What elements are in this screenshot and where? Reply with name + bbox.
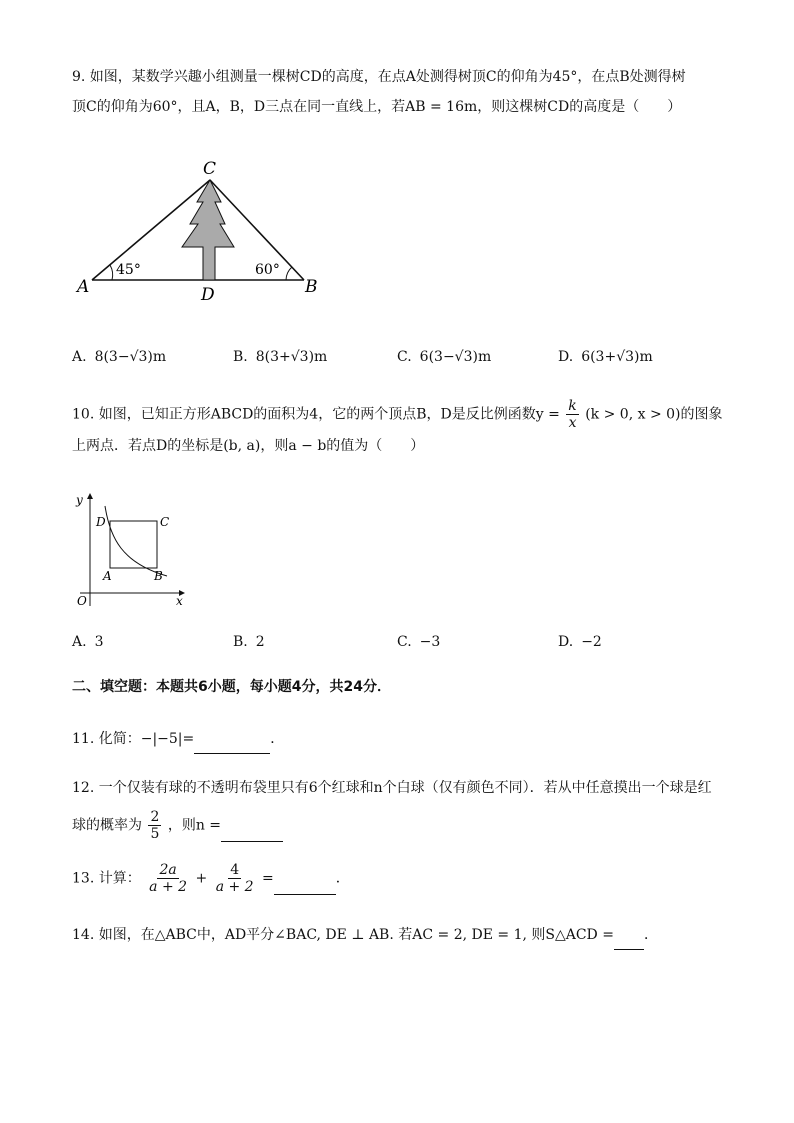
q10-square — [110, 521, 157, 568]
question-13: 13. 计算： $\frac{2a}{a + 2}$ + $\frac{4}{a + 2}$ = ． — [72, 862, 350, 895]
q10-label-c: C — [160, 515, 170, 529]
q9-angle-a: 45° — [116, 262, 141, 278]
q9-angle-a-arc — [110, 265, 113, 280]
q9-figure — [72, 152, 332, 308]
q10-option-c[interactable]: C. −3 — [397, 634, 441, 650]
q13-answer-blank[interactable] — [274, 878, 336, 895]
q12-answer-blank[interactable] — [221, 825, 283, 842]
q14-answer-blank[interactable] — [614, 933, 644, 950]
q9-option-b[interactable]: B. 8(3+√3)m — [233, 349, 328, 365]
q9-side-ac — [92, 180, 210, 280]
q12-line2: 球的概率为 $\frac{2}{5}$ ，则n = — [72, 809, 732, 842]
q10-label-a: A — [103, 569, 112, 583]
q10-label-o: O — [77, 594, 87, 608]
q9-option-c[interactable]: C. 6(3−√3)m — [397, 349, 492, 365]
q9-label-b: B — [305, 277, 318, 297]
q9-option-d[interactable]: D. 6(3+√3)m — [558, 349, 653, 365]
q10-label-d: D — [96, 515, 106, 529]
q9-angle-b: 60° — [255, 262, 280, 278]
question-14: 14. 如图，在△ABC中，AD平分∠BAC, DE ⊥ AB. 若AC = 2, DE = 1, 则S△ACD = ． — [72, 920, 732, 950]
q9-label-d: D — [201, 285, 215, 305]
question-12 — [72, 773, 732, 842]
q9-tree — [182, 180, 234, 280]
q9-option-a[interactable]: A. 8(3−√3)m — [72, 349, 167, 365]
q10-option-d[interactable]: D. −2 — [558, 634, 602, 650]
q13-fraction-1: $\frac{2a}{a + 2}$ — [149, 862, 188, 895]
q10-label-b: B — [154, 569, 163, 583]
q12-line1: 12. 一个仅装有球的不透明布袋里只有6个红球和n个白球（仅有颜色不同）．若从中任意摸出一个球是红 — [72, 780, 712, 796]
question-10 — [72, 398, 732, 461]
q10-option-a[interactable]: A. 3 — [72, 634, 104, 650]
q9-label-c: C — [203, 159, 217, 179]
q10-label-x: x — [176, 594, 183, 608]
q10-option-b[interactable]: B. 2 — [233, 634, 265, 650]
q10-curve — [105, 506, 170, 576]
q9-line2: 顶C的仰角为60°，且A，B，D三点在同一直线上，若AB = 16m，则这棵树CD的高度是（ ） — [72, 99, 682, 115]
q10-function-fraction: $\frac{k}{x}$ — [568, 398, 577, 431]
question-11: 11. 化简：−|−5|= ． — [72, 724, 732, 754]
q11-answer-blank[interactable] — [194, 737, 270, 754]
q9-angle-b-arc — [286, 267, 292, 280]
q9-label-a: A — [77, 277, 90, 297]
q10-label-y: y — [76, 493, 83, 507]
question-9 — [72, 62, 732, 122]
q10-line1: 10. 如图，已知正方形ABCD的面积为4，它的两个顶点B，D是反比例函数y = $\frac{k}{x}$ (k > 0, x > 0)的图象 — [72, 398, 723, 431]
q13-fraction-2: $\frac{4}{a + 2}$ — [215, 862, 254, 895]
q9-line1: 9. 如图，某数学兴趣小组测量一棵树CD的高度，在点A处测得树顶C的仰角为45°，在点B处测得树 — [72, 69, 686, 85]
section-2-heading: 二、填空题：本题共6小题，每小题4分，共24分． — [72, 679, 391, 695]
q12-probability-fraction: $\frac{2}{5}$ — [150, 809, 160, 842]
q10-figure — [72, 488, 202, 610]
q10-line2: 上两点．若点D的坐标是(b, a)，则a − b的值为（ ） — [72, 438, 425, 454]
